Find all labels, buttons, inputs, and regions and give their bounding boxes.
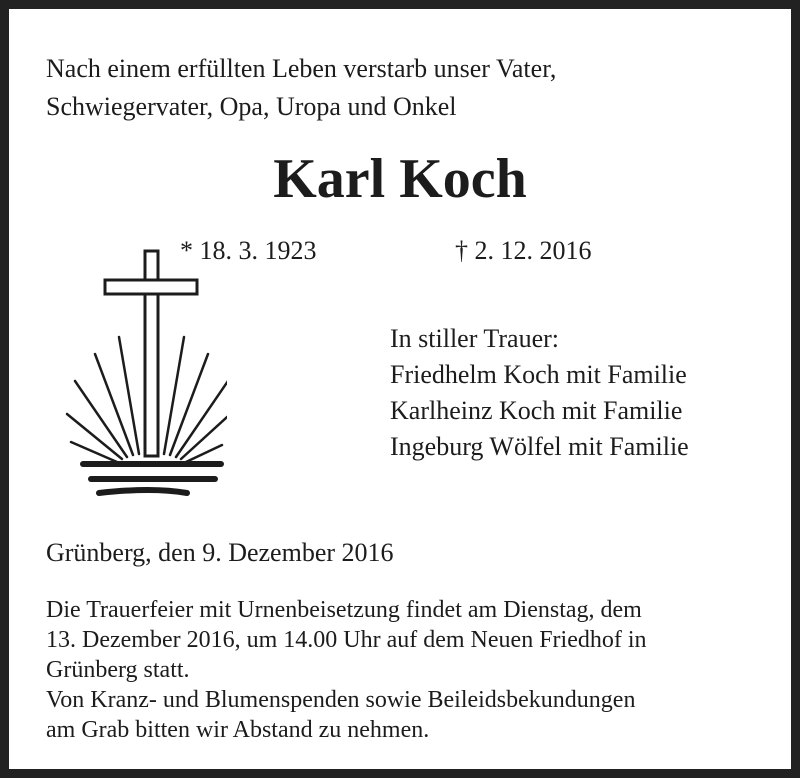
mourner-name: Karlheinz Koch mit Familie <box>390 396 683 425</box>
mourner-name: Ingeburg Wölfel mit Familie <box>390 432 689 461</box>
death-date: † 2. 12. 2016 <box>455 236 592 265</box>
ceremony-text-line: Die Trauerfeier mit Urnenbeisetzung findet am Dienstag, dem <box>46 597 642 623</box>
place-and-date: Grünberg, den 9. Dezember 2016 <box>46 538 394 567</box>
mourner-name: Friedhelm Koch mit Familie <box>390 360 687 389</box>
condolence-text-line: Von Kranz- und Blumenspenden sowie Beileidsbekundungen <box>46 687 636 713</box>
ceremony-text-line: 13. Dezember 2016, um 14.00 Uhr auf dem Neuen Friedhof in <box>46 627 647 653</box>
deceased-name: Karl Koch <box>273 148 527 210</box>
mourners-heading: In stiller Trauer: <box>390 324 559 353</box>
birth-date: * 18. 3. 1923 <box>180 236 317 265</box>
condolence-text-line: am Grab bitten wir Abstand zu nehmen. <box>46 717 430 743</box>
intro-line-1: Nach einem erfüllten Leben verstarb unser Vater, <box>46 54 557 83</box>
intro-line-2: Schwiegervater, Opa, Uropa und Onkel <box>46 92 457 121</box>
cross-sunrise-icon <box>57 239 227 504</box>
ceremony-text-line: Grünberg statt. <box>46 657 190 683</box>
